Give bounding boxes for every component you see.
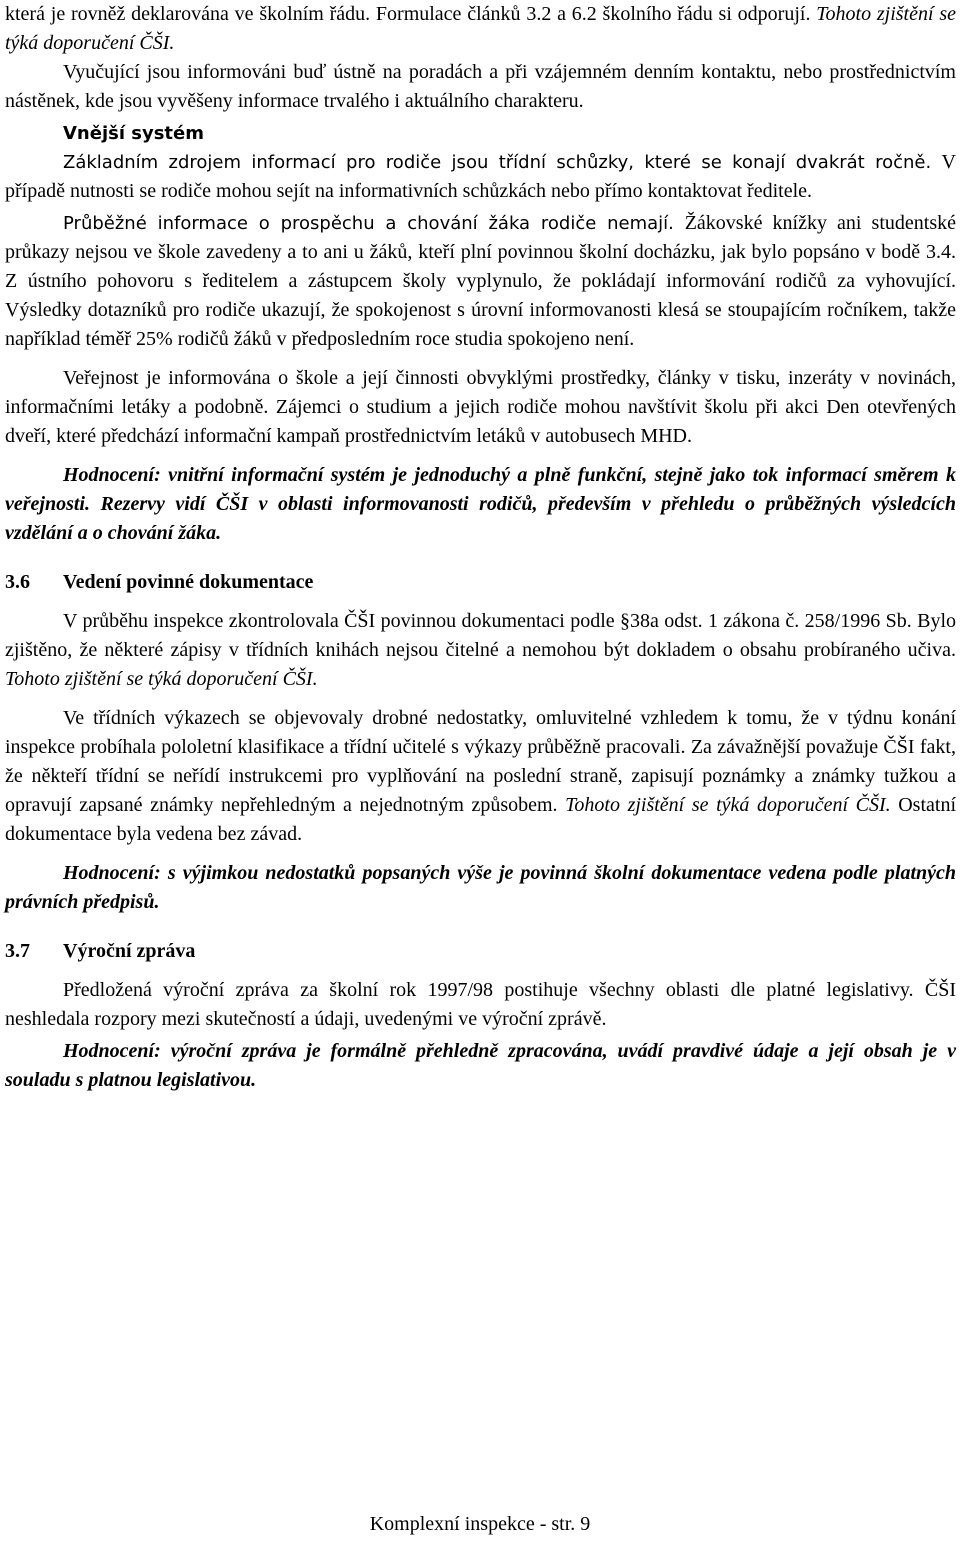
- section-title: Vedení povinné dokumentace: [63, 571, 314, 593]
- text: V průběhu inspekce zkontrolovala ČŠI povinnou dokumentaci podle §38a odst. 1 zákona č. 258/1996 Sb. Bylo zjištěno, že některé zápisy v třídních knihách nejsou čitelné a nemohou být dokladem o obsahu probíraného učiva.: [5, 610, 956, 661]
- text: Základním zdrojem informací pro rodiče jsou třídní schůzky, které se konají dvakrát ročně.: [63, 152, 942, 173]
- section-number: 3.6: [5, 571, 30, 593]
- evaluation-info-system: Hodnocení: vnitřní informační systém je jednoduchý a plně funkční, stejně jako tok informací směrem k veřejnosti. Rezervy vidí ČŠI v oblasti informovanosti rodičů, především v přehledu o průběžných výsledcích vzdělání a o chování žáka.: [5, 464, 956, 544]
- paragraph-public-info: Veřejnost je informována o škole a její činnosti obvyklými prostředky, články v tisku, inzeráty v novinách, informačními letáky a podobně. Zájemci o studium a jejich rodiče mohou navštívit školu při akci Den otevřených dveří, které předchází informační kampaň prostřednictvím letáků v autobusech MHD.: [5, 367, 956, 447]
- text: která je rovněž deklarována ve školním řádu. Formulace článků 3.2 a 6.2 školního řádu si odporují.: [5, 3, 817, 25]
- recommendation-note: Tohoto zjištění se týká doporučení ČŠI.: [5, 668, 318, 690]
- section-heading-3-7: [5, 937, 956, 966]
- text: Výsledky dotazníků pro rodiče ukazují, že spokojenost s úrovní informovanosti klesá se stoupajícím ročníkem, takže například téměř 25% rodičů žáků v předposledním roce studia spokojeno není.: [5, 299, 956, 350]
- document-page: [5, 0, 956, 1095]
- subheading-external-system: Vnější systém: [63, 123, 205, 144]
- paragraph-school-rules: [5, 0, 956, 58]
- section-title: Výroční zpráva: [63, 940, 196, 962]
- text: Ve třídních výkazech se objevovaly drobné nedostatky, omluvitelné vzhledem k tomu, že v týdnu konání inspekce probíhala pololetní klasifikace a třídní učitelé s výkazy průběžně pracovali. Za závažnější považuje ČŠI fakt, že někteří třídní se neřídí instrukcemi pro vyplňování na poslední straně, zapisují poznámky a známky tužkou a opravují zapsané známky nepřehledným a nejednotným způsobem.: [5, 707, 956, 816]
- paragraph-teachers-info: Vyučující jsou informováni buď ústně na poradách a při vzájemném denním kontaktu, nebo prostřednictvím nástěnek, kde jsou vyvěšeny informace trvalého i aktuálního charakteru.: [5, 61, 956, 112]
- evaluation-documentation: Hodnocení: s výjimkou nedostatků popsaných výše je povinná školní dokumentace vedena podle platných právních předpisů.: [5, 862, 956, 913]
- text: Průběžné informace o prospěchu a chování žáka rodiče nemají.: [63, 213, 685, 234]
- paragraph-progress-info: [5, 209, 956, 354]
- page-footer: Komplexní inspekce - str. 9: [369, 1513, 591, 1535]
- text: Ostatní dokumentace byla vedena bez závad.: [5, 794, 956, 845]
- recommendation-note: Tohoto zjištění se týká doporučení ČŠI.: [5, 3, 956, 54]
- paragraph-documentation-check: [5, 607, 956, 694]
- paragraph-annual-report: Předložená výroční zpráva za školní rok 1997/98 postihuje všechny oblasti dle platné legislativy. ČŠI neshledala rozpory mezi skutečností a údaji, uvedenými ve výroční zprávě.: [5, 979, 956, 1030]
- section-number: 3.7: [5, 940, 30, 962]
- paragraph-parent-meetings: [5, 148, 956, 206]
- section-heading-3-6: [5, 568, 956, 597]
- recommendation-note: Tohoto zjištění se týká doporučení ČŠI.: [565, 794, 891, 816]
- text: V případě nutnosti se rodiče mohou sejít na informativních schůzkách nebo přímo kontaktovat ředitele.: [5, 151, 956, 202]
- text: Žákovské knížky ani studentské průkazy nejsou ve škole zavedeny a to ani u žáků, kteří plní povinnou školní docházku, jak bylo popsáno v bodě 3.4. Z ústního pohovoru s ředitelem a zástupcem školy vyplynulo, že pokládají informování rodičů za vyhovující.: [5, 212, 956, 292]
- evaluation-annual-report: Hodnocení: výroční zpráva je formálně přehledně zpracována, uvádí pravdivé údaje a její obsah je v souladu s platnou legislativou.: [5, 1040, 956, 1091]
- paragraph-class-reports: [5, 704, 956, 849]
